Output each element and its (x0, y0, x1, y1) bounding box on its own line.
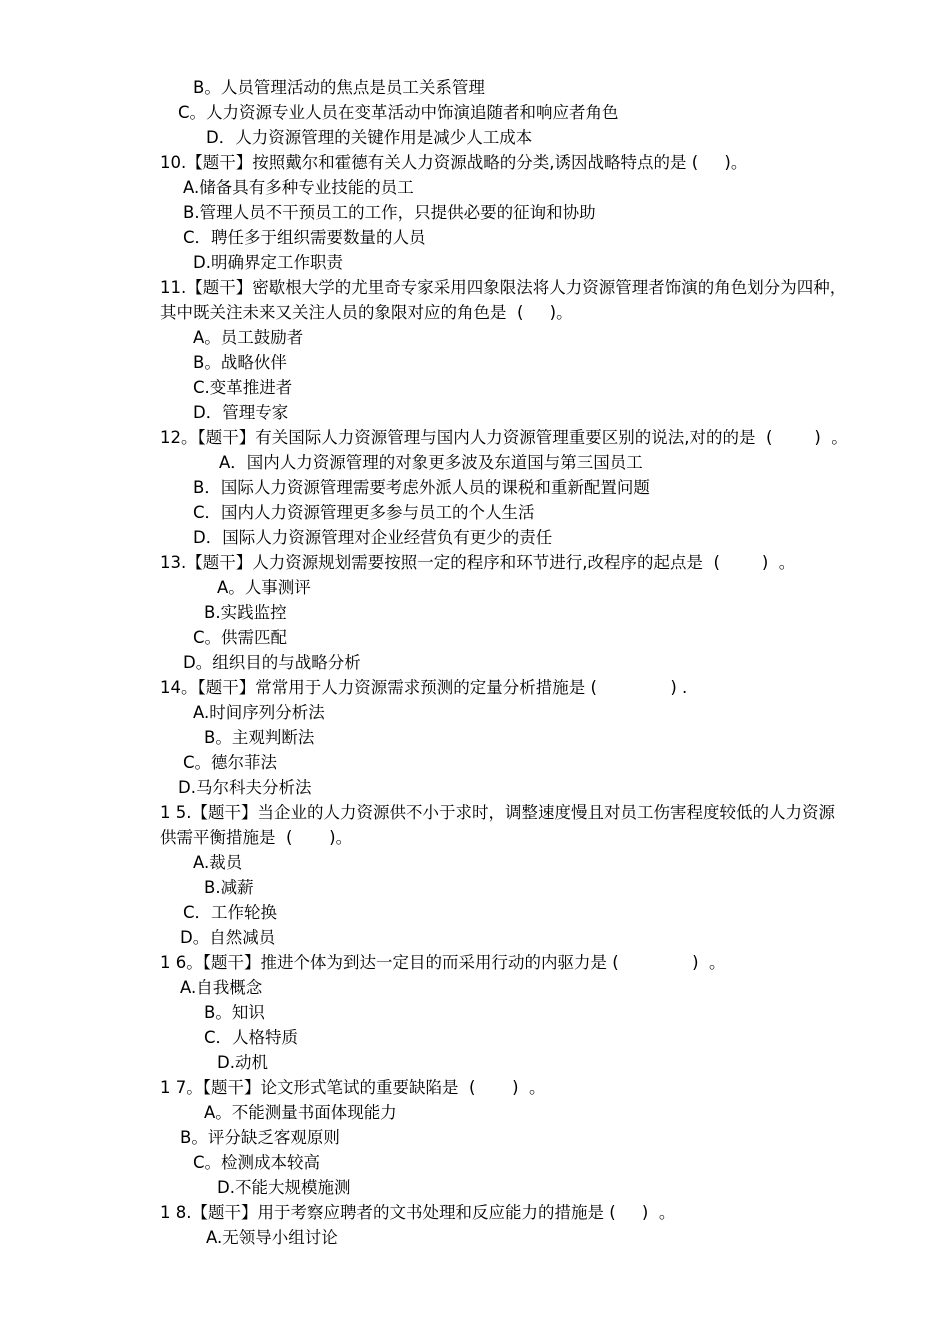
option-line: D．管理专家 (193, 403, 289, 422)
option-line: A.储备具有多种专业技能的员工 (183, 178, 414, 197)
option-line: B。战略伙伴 (193, 353, 287, 372)
option-line: A.时间序列分析法 (193, 703, 325, 722)
option-line: A.无领导小组讨论 (206, 1228, 338, 1247)
question-stem: 1 5.【题干】当企业的人力资源供不小于求时，调整速度慢且对员工伤害程度较低的人力资源 (160, 803, 835, 822)
question-stem: 1 7。【题干】论文形式笔试的重要缺陷是 ( ) 。 (160, 1078, 546, 1097)
question-stem: 1 8.【题干】用于考察应聘者的文书处理和反应能力的措施是 ( ) 。 (160, 1203, 676, 1222)
option-line: B.减薪 (204, 878, 254, 897)
option-line: A.自我概念 (180, 978, 263, 997)
question-stem: 其中既关注未来又关注人员的象限对应的角色是 ( )。 (160, 303, 573, 322)
option-line: D。组织目的与战略分析 (183, 653, 361, 672)
question-stem: 14。【题干】常常用于人力资源需求预测的定量分析措施是 ( ) . (160, 678, 688, 697)
option-line: C。供需匹配 (193, 628, 288, 647)
option-line: D。自然减员 (180, 928, 276, 947)
option-line: D．国际人力资源管理对企业经营负有更少的责任 (193, 528, 553, 547)
option-line: D.马尔科夫分析法 (178, 778, 312, 797)
option-line: C．工作轮换 (183, 903, 278, 922)
option-line: C。德尔菲法 (183, 753, 278, 772)
option-line: B。人员管理活动的焦点是员工关系管理 (193, 78, 485, 97)
option-line: C．聘任多于组织需要数量的人员 (183, 228, 426, 247)
option-line: A。不能测量书面体现能力 (204, 1103, 397, 1122)
question-stem: 1 6。【题干】推进个体为到达一定目的而采用行动的内驱力是 ( ) 。 (160, 953, 726, 972)
option-line: D.不能大规模施测 (217, 1178, 351, 1197)
option-line: B。知识 (204, 1003, 265, 1022)
option-line: B。评分缺乏客观原则 (180, 1128, 340, 1147)
option-line: D.明确界定工作职责 (193, 253, 343, 272)
option-line: A.裁员 (193, 853, 243, 872)
option-line: C。人力资源专业人员在变革活动中饰演追随者和响应者角色 (178, 103, 619, 122)
option-line: A．国内人力资源管理的对象更多波及东道国与第三国员工 (219, 453, 643, 472)
option-line: B.管理人员不干预员工的工作，只提供必要的征询和协助 (183, 203, 596, 222)
question-stem: 10.【题干】按照戴尔和霍德有关人力资源战略的分类,诱因战略特点的是 ( )。 (160, 153, 748, 172)
question-stem: 12。【题干】有关国际人力资源管理与国内人力资源管理重要区别的说法,对的的是 ( ) 。 (160, 428, 848, 447)
option-line: C。检测成本较高 (193, 1153, 321, 1172)
option-line: B.实践监控 (204, 603, 287, 622)
option-line: C．国内人力资源管理更多参与员工的个人生活 (193, 503, 535, 522)
question-stem: 11.【题干】密歇根大学的尤里奇专家采用四象限法将人力资源管理者饰演的角色划分为四种， (160, 278, 847, 297)
option-line: D.动机 (217, 1053, 268, 1072)
option-line: B．国际人力资源管理需要考虑外派人员的课税和重新配置问题 (193, 478, 650, 497)
option-line: A。员工鼓励者 (193, 328, 304, 347)
option-line: A。人事测评 (217, 578, 311, 597)
question-stem: 供需平衡措施是 ( )。 (160, 828, 353, 847)
option-line: C．人格特质 (204, 1028, 299, 1047)
option-line: B。主观判断法 (204, 728, 315, 747)
option-line: D．人力资源管理的关键作用是减少人工成本 (206, 128, 533, 147)
option-line: C.变革推进者 (193, 378, 293, 397)
question-stem: 13.【题干】人力资源规划需要按照一定的程序和环节进行,改程序的起点是 ( ) 。 (160, 553, 796, 572)
